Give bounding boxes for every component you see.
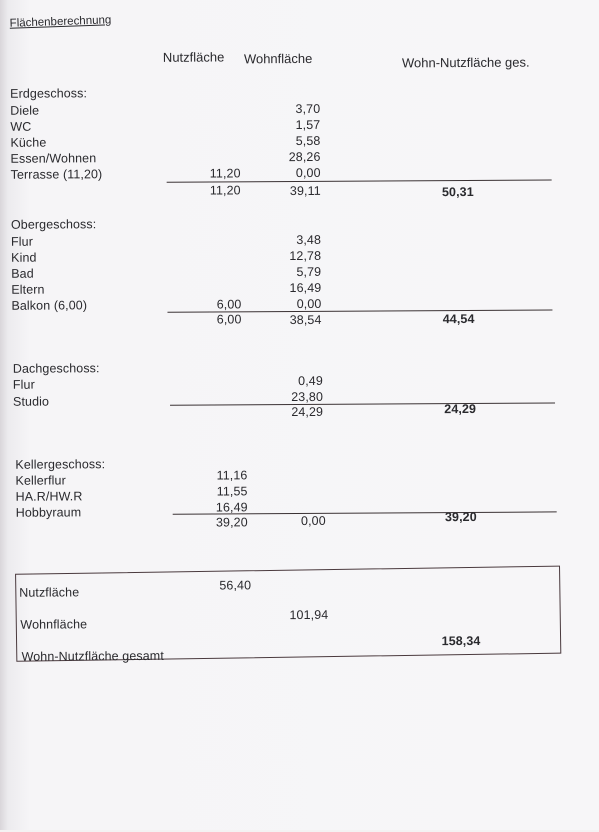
row-label: Essen/Wohnen <box>10 151 97 166</box>
row-label: Terrasse (11,20) <box>10 167 103 182</box>
row-label: Flur <box>10 234 34 249</box>
sum-divider <box>170 402 555 405</box>
row-label: WC <box>10 119 32 134</box>
sum-ges: 50,31 <box>441 184 474 200</box>
row-label: HA.R/HW.R <box>15 489 83 504</box>
row-wohn: 23,80 <box>291 389 324 405</box>
sum-nutz: 6,00 <box>216 312 242 327</box>
sum-wohn: 0,00 <box>300 513 326 528</box>
section-title-kellergeschoss: Kellergeschoss: <box>15 457 106 472</box>
row-wohn: 0,49 <box>298 373 323 389</box>
row-nutz: 6,00 <box>216 297 242 312</box>
section-title-obergeschoss: Obergeschoss: <box>10 217 97 232</box>
row-wohn: 0,00 <box>295 165 321 181</box>
sum-ges: 24,29 <box>444 401 477 417</box>
total-ges-label: Wohn-Nutzfläche gesamt <box>21 648 164 664</box>
sum-nutz: 11,20 <box>209 183 241 198</box>
sum-nutz: 39,20 <box>215 515 248 530</box>
total-wohn-value: 101,94 <box>289 607 329 623</box>
row-wohn: 3,48 <box>296 232 322 248</box>
sum-wohn: 39,11 <box>289 183 321 199</box>
row-wohn: 5,58 <box>295 133 321 149</box>
row-label: Kind <box>11 250 37 265</box>
row-wohn: 1,57 <box>295 117 321 133</box>
row-wohn: 0,00 <box>296 296 322 312</box>
row-nutz: 11,16 <box>216 468 248 483</box>
section-title-dachgeschoss: Dachgeschoss: <box>12 361 100 376</box>
total-wohn-label: Wohnfläche <box>20 617 88 632</box>
header-wohn-nutzflaeche-ges: Wohn-Nutzfläche ges. <box>401 54 530 71</box>
row-label: Hobbyraum <box>15 505 82 520</box>
sum-wohn: 38,54 <box>289 312 322 328</box>
row-label: Studio <box>12 394 50 409</box>
total-nutz-value: 56,40 <box>219 578 252 593</box>
page-title: Flächenberechnung <box>9 14 112 30</box>
row-label: Flur <box>12 377 35 392</box>
sum-ges: 39,20 <box>444 509 477 525</box>
row-nutz: 16,49 <box>215 500 248 515</box>
row-label: Bad <box>11 266 34 281</box>
header-wohnflaeche: Wohnfläche <box>243 50 313 67</box>
row-label: Balkon (6,00) <box>11 298 88 313</box>
row-wohn: 12,78 <box>289 248 322 264</box>
row-label: Kellerflur <box>15 473 66 488</box>
row-nutz: 11,55 <box>216 484 248 499</box>
total-ges-value: 158,34 <box>441 633 481 649</box>
total-nutz-label: Nutzfläche <box>19 585 80 600</box>
row-wohn: 5,79 <box>296 264 322 280</box>
row-wohn: 28,26 <box>288 149 321 165</box>
sum-ges: 44,54 <box>442 311 475 327</box>
row-nutz: 11,20 <box>209 166 241 181</box>
row-label: Küche <box>10 135 47 150</box>
section-title-erdgeschoss: Erdgeschoss: <box>10 86 88 101</box>
row-label: Diele <box>10 103 40 118</box>
sum-wohn: 24,29 <box>291 404 324 420</box>
row-wohn: 3,70 <box>295 101 321 117</box>
row-wohn: 16,49 <box>289 280 322 296</box>
row-label: Eltern <box>11 282 45 297</box>
header-nutzflaeche: Nutzfläche <box>162 49 225 65</box>
